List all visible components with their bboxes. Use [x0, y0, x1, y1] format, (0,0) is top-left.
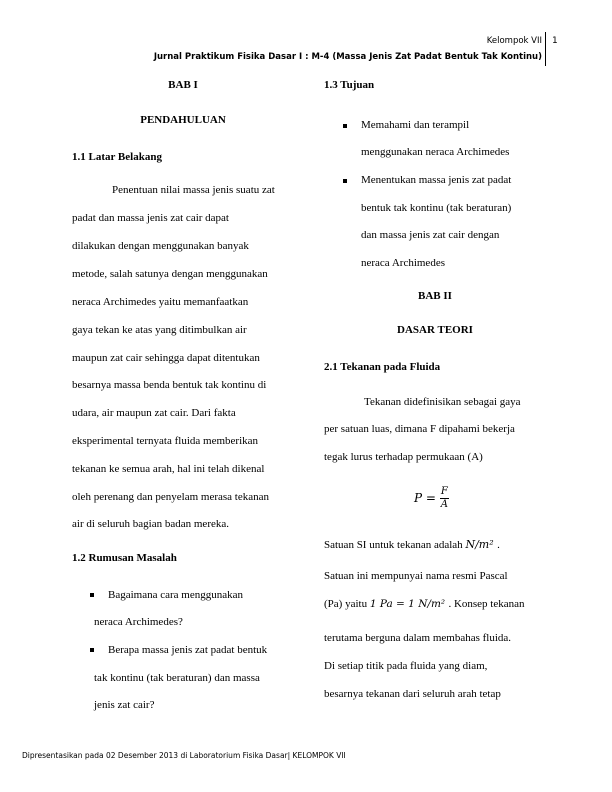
paragraph-line: terutama berguna dalam membahas fluida. [324, 632, 512, 644]
bab-2: BAB II [418, 290, 452, 302]
paragraph-line: besarnya massa benda bentuk tak kontinu di [72, 379, 267, 391]
bullet-icon [343, 179, 347, 183]
pascal-post: . Konsep tekanan [448, 598, 525, 610]
list-item: jenis zat cair? [94, 699, 155, 711]
list-item: neraca Archimedes [361, 257, 445, 269]
pascal-line [324, 597, 525, 611]
paragraph-line: Tekanan didefinisikan sebagai gaya [364, 396, 521, 408]
heading-tekanan-fluida: 2.1 Tekanan pada Fluida [324, 361, 441, 373]
bullet-icon [90, 593, 94, 597]
si-end: . [497, 539, 500, 551]
list-item: menggunakan neraca Archimedes [361, 146, 510, 158]
si-text: Satuan SI untuk tekanan adalah [324, 539, 463, 551]
paragraph-line: Di setiap titik pada fluida yang diam, [324, 660, 488, 672]
list-item: bentuk tak kontinu (tak beraturan) [361, 202, 512, 214]
bullet-icon [90, 648, 94, 652]
paragraph-line: Satuan ini mempunyai nama resmi Pascal [324, 570, 508, 582]
equation-lhs: P = [414, 491, 436, 505]
paragraph-line: per satuan luas, dimana F dipahami bekerja [324, 423, 515, 435]
si-unit-line [324, 538, 500, 552]
paragraph-line: tegak lurus terhadap permukaan (A) [324, 451, 483, 463]
list-item: Memahami dan terampil [361, 119, 470, 131]
paragraph-line: metode, salah satunya dengan menggunakan [72, 268, 268, 280]
pressure-equation [414, 486, 449, 511]
list-item: tak kontinu (tak beraturan) dan massa [94, 672, 260, 684]
unit-denominator: m² [478, 538, 494, 551]
heading-latar-belakang: 1.1 Latar Belakang [72, 151, 162, 163]
paragraph-line: padat dan massa jenis zat cair dapat [72, 212, 229, 224]
paragraph-line: udara, air maupun zat cair. Dari fakta [72, 407, 236, 419]
paragraph-line: dilakukan dengan menggunakan banyak [72, 240, 249, 252]
si-unit: N/m² [465, 538, 494, 551]
heading-tujuan: 1.3 Tujuan [324, 79, 375, 91]
equation-denominator: A [440, 499, 449, 510]
unit-numerator: N [418, 598, 428, 610]
pascal-pre: (Pa) yaitu [324, 598, 368, 610]
chapter-dasar-teori: DASAR TEORI [397, 324, 473, 336]
list-item: neraca Archimedes? [94, 616, 183, 628]
heading-rumusan-masalah: 1.2 Rumusan Masalah [72, 552, 177, 564]
paragraph-line: neraca Archimedes yaitu memanfaatkan [72, 296, 249, 308]
bullet-icon [343, 124, 347, 128]
header-divider [545, 32, 546, 66]
unit-numerator: N [465, 538, 476, 551]
paragraph-line: eksperimental ternyata fluida memberikan [72, 435, 259, 447]
list-item: Bagaimana cara menggunakan [108, 589, 243, 601]
pascal-eq-text: 1 Pa = 1 [369, 598, 415, 610]
paragraph-line: gaya tekan ke atas yang ditimbulkan air [72, 324, 247, 336]
equation-numerator: F [440, 486, 448, 497]
paragraph-line: besarnya tekanan dari seluruh arah tetap [324, 688, 501, 700]
paragraph-line: air di seluruh bagian badan mereka. [72, 518, 229, 530]
page-footer: Dipresentasikan pada 02 Desember 2013 di Laboratorium Fisika Dasar| KELOMPOK VII [22, 751, 346, 760]
journal-title: Jurnal Praktikum Fisika Dasar I : M-4 (Massa Jenis Zat Padat Bentuk Tak Kontinu) [153, 52, 542, 62]
list-item: dan massa jenis zat cair dengan [361, 229, 500, 241]
equation-fraction [440, 486, 449, 511]
header-group: Kelompok VII [486, 36, 542, 46]
bab-1: BAB I [168, 79, 198, 91]
paragraph-line: Penentuan nilai massa jenis suatu zat [112, 184, 275, 196]
list-item: Menentukan massa jenis zat padat [361, 174, 512, 186]
paragraph-line: maupun zat cair sehingga dapat ditentukan [72, 352, 260, 364]
list-item: Berapa massa jenis zat padat bentuk [108, 644, 268, 656]
paragraph-line: tekanan ke semua arah, hal ini telah dikenal [72, 463, 265, 475]
unit-denominator: m² [430, 598, 446, 610]
pascal-equation: 1 Pa = 1 N/m² [369, 598, 446, 610]
chapter-pendahuluan: PENDAHULUAN [140, 114, 226, 126]
paragraph-line: oleh perenang dan penyelam merasa tekanan [72, 491, 269, 503]
page-number: 1 [552, 36, 558, 46]
